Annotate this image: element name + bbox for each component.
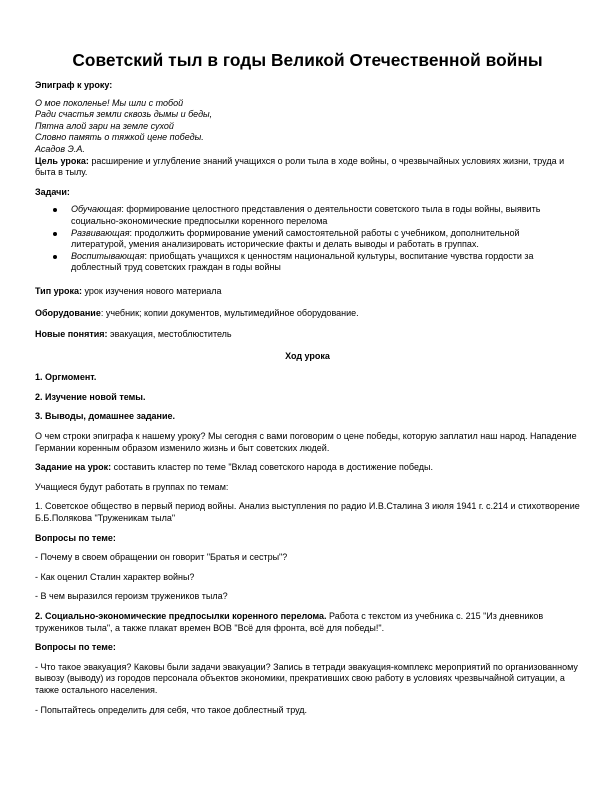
course-heading: Ход урока (285, 350, 330, 361)
lesson-type-text: урок изучения нового материала (82, 285, 222, 296)
task-text: : продолжить формирование умений самостоятельной работы с учебником, дополнительной литературой, умения анализировать исторические факты и делать выводы и работать в группах. (71, 227, 520, 250)
epigraph-line: О мое поколенье! Мы шли с тобой (35, 97, 184, 108)
tasks-list (35, 204, 580, 274)
question-item: - В чем выразился героизм тружеников тыла? (35, 591, 228, 602)
task-item (71, 251, 580, 274)
new-concepts (35, 329, 580, 341)
task-text: : приобщать учащихся к ценностям национальной культуры, воспитание чувства гордости за доблестный труд советских граждан в годы войны (71, 250, 534, 273)
topic-2-text: Работа с текстом из учебника с. 215 "Из дневников тружеников тыла", а также плакат времен ВОВ "Всё для фронта, всё для победы!". (35, 611, 544, 633)
epigraph (35, 98, 580, 156)
groups-text: Учащиеся будут работать в группах по темам: (35, 481, 229, 492)
epigraph-author: Асадов Э.А. (35, 143, 85, 154)
equipment-label: Оборудование (35, 307, 101, 318)
questions-heading: Вопросы по теме: (35, 642, 116, 653)
topic-2-label: 2. Социально-экономические предпосылки коренного перелома. (35, 611, 327, 621)
lesson-type-label: Тип урока: (35, 285, 83, 296)
step-item: 1. Оргмомент. (35, 372, 97, 383)
task-label: Обучающая (71, 204, 122, 215)
bullet-icon (53, 208, 57, 212)
task-label: Воспитывающая (71, 250, 145, 261)
topic-1: 1. Советское общество в первый период войны. Анализ выступления по радио И.В.Сталина 3 июля 1941 г. с.214 и стихотворение Б.Б.Полякова "Труженикам тыла" (35, 501, 580, 524)
assignment (35, 462, 580, 474)
page-title: Советский тыл в годы Великой Отечественной войны (72, 50, 543, 70)
step-item: 3. Выводы, домашнее задание. (35, 411, 176, 422)
bullet-icon (53, 255, 57, 259)
document-body (35, 50, 580, 716)
intro-text: О чем строки эпиграфа к нашему уроку? Мы сегодня с вами поговорим о цене победы, которую заплатил наш народ. Нападение Германии коренным образом изменило жизнь и быт советских людей. (35, 431, 577, 453)
epigraph-heading: Эпиграф к уроку: (35, 80, 113, 90)
task-label: Развивающая (71, 227, 130, 238)
lesson-goal-label: Цель урока: (35, 155, 89, 166)
question-item: - Почему в своем обращении он говорит "Братья и сестры"? (35, 552, 288, 563)
lesson-type (35, 286, 580, 298)
equipment (35, 308, 580, 320)
new-concepts-label: Новые понятия: (35, 329, 108, 340)
step-item: 2. Изучение новой темы. (35, 391, 146, 402)
task-text: : формирование целостного представления о деятельности советского тыла в годы войны, выявить социально-экономические предпосылки коренного перелома (71, 204, 541, 226)
epigraph-line: Ради счастья земли сквозь дымы и беды, (35, 109, 213, 120)
question-item: - Что такое эвакуация? Каковы были задачи эвакуации? Запись в тетради эвакуация-комплекс мероприятий по организованному вывозу (выводу) из городов персонала объектов экономики, прекративших свою работу в условиях чрезвычайной ситуации, а также остального населения. (35, 661, 578, 695)
epigraph-line: Словно память о тяжкой цене победы. (35, 132, 204, 143)
epigraph-line: Пятна алой зари на земле сухой (35, 120, 174, 131)
assignment-label: Задание на урок: (35, 462, 112, 473)
question-item: - Попытайтесь определить для себя, что такое доблестный труд. (35, 704, 308, 715)
tasks-heading: Задачи: (35, 186, 70, 197)
questions-heading: Вопросы по теме: (35, 532, 116, 543)
task-item (71, 228, 580, 251)
lesson-goal-text: расширение и углубление знаний учащихся о роли тыла в ходе войны, о чрезвычайных условиях жизни, труда и быта в тылу. (35, 155, 565, 178)
assignment-text: составить кластер по теме "Вклад советского народа в достижение победы. (111, 462, 433, 473)
question-item: - Как оценил Сталин характер войны? (35, 571, 195, 582)
bullet-icon (53, 232, 57, 236)
task-item (71, 204, 580, 227)
new-concepts-text: эвакуация, местоблюститель (107, 329, 232, 340)
topic-2 (35, 611, 580, 634)
lesson-goal (35, 156, 580, 179)
equipment-text: : учебник; копии документов, мультимедийное оборудование. (100, 307, 359, 318)
